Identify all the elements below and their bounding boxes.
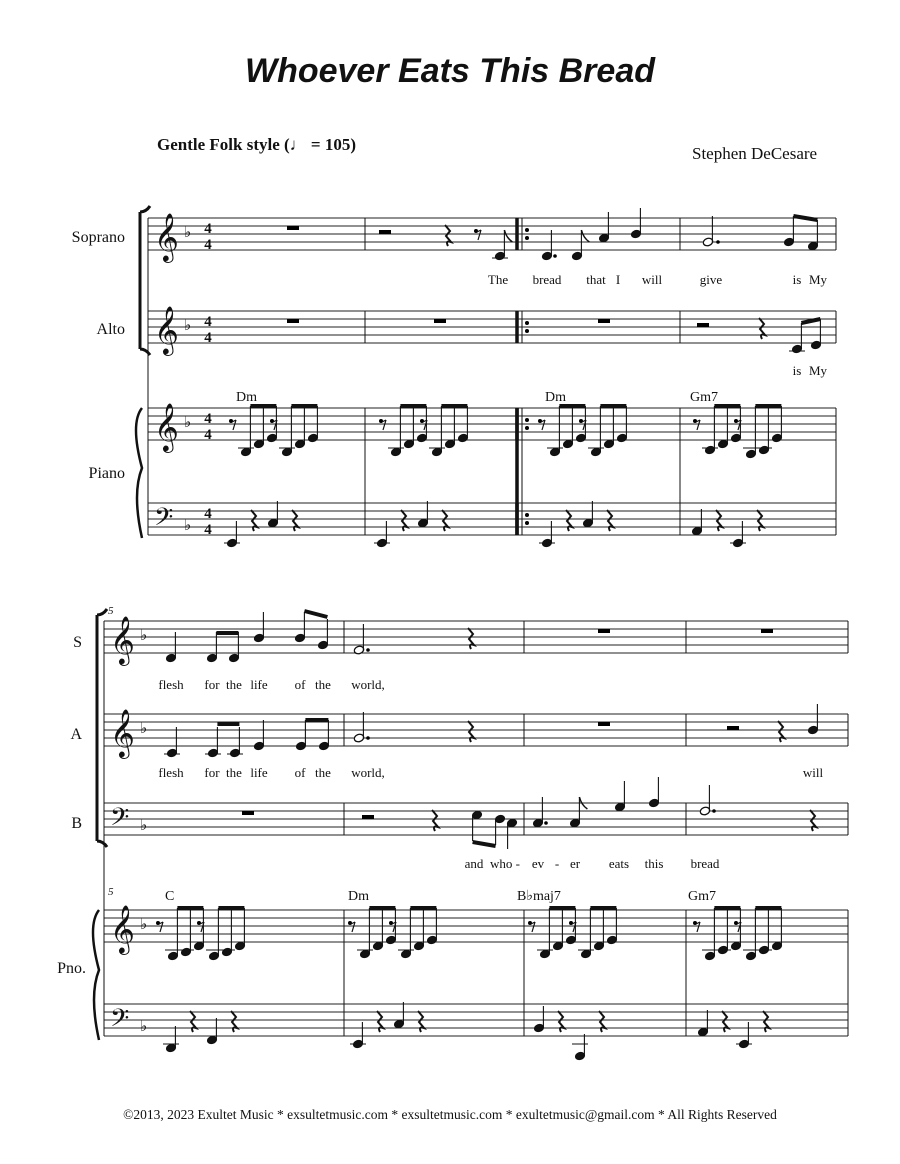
quarter-rest xyxy=(418,1011,424,1032)
quarter-rest xyxy=(432,810,438,831)
augmentation-dot xyxy=(366,736,370,740)
lyric-syllable: the xyxy=(315,765,331,780)
key-signature-flat: ♭ xyxy=(184,516,192,534)
chord-symbol: Dm xyxy=(348,889,369,904)
lyric-syllable: - xyxy=(554,856,560,871)
quarter-rest xyxy=(231,1011,237,1032)
quarter-rest xyxy=(778,721,784,742)
quarter-note-icon: ♩ xyxy=(289,135,307,154)
half-rest xyxy=(727,726,739,730)
lyric-syllable: flesh xyxy=(158,765,184,780)
piano-brace xyxy=(93,910,99,1040)
tempo-text: Gentle Folk style ( xyxy=(157,135,290,154)
chord-symbol: B♭maj7 xyxy=(517,889,561,904)
augmentation-dot xyxy=(544,821,548,825)
whole-rest xyxy=(598,629,610,633)
quarter-rest xyxy=(607,510,613,531)
staff-label-piano: Pno. xyxy=(57,960,86,977)
lyric-syllable: the xyxy=(315,677,331,692)
bass-clef-icon: 𝄢 xyxy=(110,803,130,838)
lyric-syllable: The xyxy=(487,272,509,287)
chord-symbol: Gm7 xyxy=(688,889,716,904)
repeat-dot xyxy=(525,236,529,240)
augmentation-dot xyxy=(712,809,716,813)
lyric-syllable: of xyxy=(294,677,306,692)
copyright-footer: ©2013, 2023 Exultet Music * exsultetmusic.com * exsultetmusic.com * exultetmusic@gmail.com * All Rights Reserved xyxy=(123,1107,777,1122)
whole-rest xyxy=(434,319,446,323)
lyric-syllable: flesh xyxy=(158,677,184,692)
treble-clef-icon: 𝄞 xyxy=(154,402,179,451)
augmentation-dot xyxy=(553,254,557,258)
lyric-syllable: is xyxy=(792,272,802,287)
quarter-rest xyxy=(401,510,407,531)
lyric-syllable: that xyxy=(586,272,606,287)
repeat-dot xyxy=(525,418,529,422)
repeat-dot xyxy=(525,321,529,325)
staff-label-alto: A xyxy=(70,726,82,743)
bass-clef-icon: 𝄢 xyxy=(110,1004,130,1039)
quarter-rest xyxy=(763,1011,769,1032)
chord-symbol: C xyxy=(165,889,175,904)
time-signature-top: 4 xyxy=(204,221,212,237)
measure-number: 5 xyxy=(108,605,114,617)
key-signature-flat: ♭ xyxy=(184,223,192,241)
lyric-syllable: for xyxy=(204,765,220,780)
half-rest xyxy=(697,323,709,327)
composer: Stephen DeCesare xyxy=(692,144,818,163)
treble-clef-icon: 𝄞 xyxy=(110,615,135,664)
quarter-rest xyxy=(558,1011,564,1032)
whole-rest xyxy=(287,319,299,323)
repeat-dot xyxy=(525,513,529,517)
lyric-syllable: world, xyxy=(351,765,385,780)
eighth-flag xyxy=(581,230,589,242)
bass-clef-icon: 𝄢 xyxy=(154,503,174,538)
beam xyxy=(304,611,327,617)
lyric-syllable: and xyxy=(464,856,484,871)
lyric-syllable: life xyxy=(250,677,268,692)
notes xyxy=(156,208,822,1061)
whole-rest xyxy=(598,319,610,323)
staff-label-alto: Alto xyxy=(96,321,125,338)
lyric-syllable: the xyxy=(226,765,242,780)
quarter-rest xyxy=(810,810,816,831)
augmentation-dot xyxy=(716,240,720,244)
lyric-syllable: this xyxy=(644,856,664,871)
staff-label-piano: Piano xyxy=(88,465,125,482)
time-signature-bottom: 4 xyxy=(204,427,212,443)
lyric-syllable: My xyxy=(808,363,828,378)
half-rest xyxy=(362,815,374,819)
treble-clef-icon: 𝄞 xyxy=(110,904,135,953)
tempo-value: = 105) xyxy=(306,135,357,154)
whole-rest xyxy=(598,722,610,726)
beam xyxy=(793,216,817,220)
quarter-rest xyxy=(445,225,451,246)
lyric-syllable: eats xyxy=(608,856,630,871)
quarter-rest xyxy=(757,510,763,531)
quarter-rest xyxy=(566,510,572,531)
half-rest xyxy=(379,230,391,234)
time-signature-bottom: 4 xyxy=(204,237,212,253)
beam xyxy=(473,842,496,846)
lyric-syllable: er xyxy=(569,856,581,871)
lyric-syllable: world, xyxy=(351,677,385,692)
quarter-rest xyxy=(468,721,474,742)
quarter-rest xyxy=(722,1011,728,1032)
staves xyxy=(93,206,848,1040)
quarter-rest xyxy=(599,1011,605,1032)
lyric-syllable: I xyxy=(615,272,621,287)
repeat-dot xyxy=(525,426,529,430)
time-signature-top: 4 xyxy=(204,411,212,427)
lyric-syllable: who - xyxy=(490,856,520,871)
staff-label-bass: B xyxy=(71,815,82,832)
lyric-syllable: ev xyxy=(531,856,545,871)
piano-brace xyxy=(136,408,142,538)
quarter-rest xyxy=(442,510,448,531)
chord-symbol: Dm xyxy=(236,390,257,405)
whole-rest xyxy=(761,629,773,633)
lyric-syllable: of xyxy=(294,765,306,780)
augmentation-dot xyxy=(366,648,370,652)
repeat-dot xyxy=(525,521,529,525)
staff-label-soprano: Soprano xyxy=(71,229,125,246)
whole-rest xyxy=(287,226,299,230)
repeat-dot xyxy=(525,329,529,333)
treble-clef-icon: 𝄞 xyxy=(154,305,179,354)
quarter-rest xyxy=(292,510,298,531)
lyric-syllable: is xyxy=(792,363,802,378)
chord-symbol: Dm xyxy=(545,390,566,405)
quarter-rest xyxy=(716,510,722,531)
lyric-syllable: for xyxy=(204,677,220,692)
lyric-syllable: give xyxy=(699,272,723,287)
lyric-syllable: life xyxy=(250,765,268,780)
lyric-syllable: will xyxy=(641,272,663,287)
lyric-syllable: bread xyxy=(532,272,562,287)
quarter-rest xyxy=(468,628,474,649)
key-signature-flat: ♭ xyxy=(140,626,148,644)
quarter-rest xyxy=(190,1011,196,1032)
staff-label-soprano: S xyxy=(73,634,82,651)
key-signature-flat: ♭ xyxy=(140,816,148,834)
time-signature-bottom: 4 xyxy=(204,330,212,346)
quarter-rest xyxy=(251,510,257,531)
repeat-dot xyxy=(525,228,529,232)
treble-clef-icon: 𝄞 xyxy=(154,212,179,261)
beam xyxy=(801,319,820,323)
song-title: Whoever Eats This Bread xyxy=(244,52,655,90)
whole-rest xyxy=(242,811,254,815)
lyric-syllable: bread xyxy=(690,856,720,871)
quarter-rest xyxy=(377,1011,383,1032)
lyric-syllable: will xyxy=(802,765,824,780)
eighth-flag xyxy=(504,230,512,242)
key-signature-flat: ♭ xyxy=(140,719,148,737)
measure-number: 5 xyxy=(108,886,114,898)
time-signature-bottom: 4 xyxy=(204,522,212,538)
key-signature-flat: ♭ xyxy=(140,915,148,933)
chord-symbol: Gm7 xyxy=(690,390,718,405)
key-signature-flat: ♭ xyxy=(184,413,192,431)
time-signature-top: 4 xyxy=(204,506,212,522)
time-signature-top: 4 xyxy=(204,314,212,330)
lyric-syllable: the xyxy=(226,677,242,692)
quarter-rest xyxy=(759,318,765,339)
lyric-syllable: My xyxy=(808,272,828,287)
treble-clef-icon: 𝄞 xyxy=(110,708,135,757)
key-signature-flat: ♭ xyxy=(140,1017,148,1035)
key-signature-flat: ♭ xyxy=(184,316,192,334)
